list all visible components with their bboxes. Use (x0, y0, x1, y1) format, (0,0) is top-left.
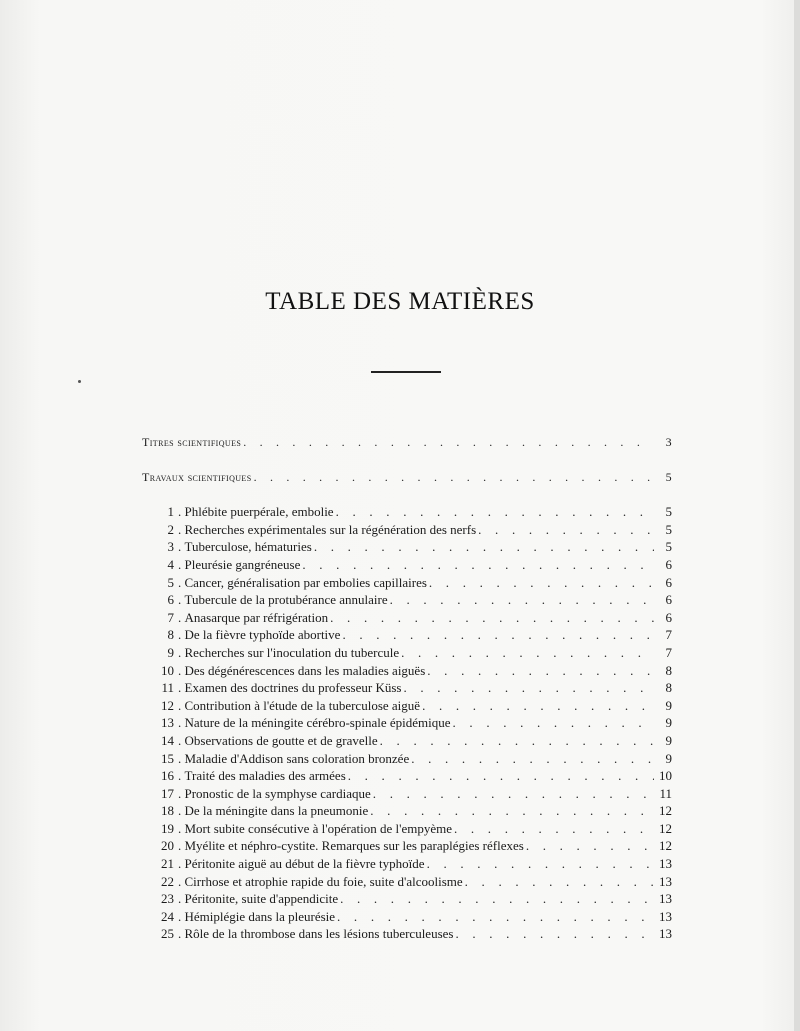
dot-leader (427, 855, 654, 873)
dot-leader (330, 609, 654, 627)
entry-page-number: 13 (659, 908, 672, 924)
entry-page-number: 13 (659, 891, 672, 907)
toc-entry[interactable] (142, 820, 672, 838)
dot-leader (373, 785, 654, 803)
toc-entry[interactable] (142, 837, 672, 855)
entry-title: Recherches sur l'inoculation du tubercule (184, 644, 400, 660)
table-of-contents (142, 434, 672, 943)
entry-title: Phlébite puerpérale, embolie (184, 504, 334, 520)
dot-leader (380, 732, 654, 750)
entry-number-period: . (178, 732, 185, 748)
section-label: Travaux scientifiques (142, 469, 252, 484)
toc-entry[interactable] (142, 890, 672, 908)
entry-page-number: 8 (665, 662, 672, 678)
entry-title: Traité des maladies des armées (184, 768, 346, 784)
entry-page-number: 6 (665, 574, 672, 590)
dot-leader (370, 802, 654, 820)
entry-number-period: . (178, 556, 185, 572)
toc-entry[interactable] (142, 873, 672, 891)
entry-number: 4 (167, 556, 174, 572)
entry-title: Nature de la méningite cérébro-spinale épidémique (184, 715, 451, 731)
entry-number-period: . (178, 715, 185, 731)
dot-leader (254, 469, 654, 487)
dot-leader (429, 574, 654, 592)
entry-title: Examen des doctrines du professeur Küss (184, 680, 402, 696)
entry-number: 3 (167, 539, 174, 555)
entry-page-number: 5 (665, 521, 672, 537)
entry-page-number: 6 (665, 592, 672, 608)
entry-title: Pronostic de la symphyse cardiaque (184, 785, 371, 801)
entry-title: Tuberculose, hématuries (184, 539, 312, 555)
toc-entry[interactable] (142, 679, 672, 697)
entry-page-number: 5 (665, 504, 672, 520)
entry-title: Myélite et néphro-cystite. Remarques sur les paraplégies réflexes (184, 838, 524, 854)
entry-title: Observations de goutte et de gravelle (184, 732, 378, 748)
entry-page-number: 13 (659, 926, 672, 942)
toc-section-travaux[interactable] (142, 469, 672, 487)
title-divider (371, 371, 441, 373)
toc-entry[interactable] (142, 732, 672, 750)
entry-number: 15 (161, 750, 174, 766)
entry-title: Mort subite consécutive à l'opération de l'empyème (184, 820, 452, 836)
entry-number: 18 (161, 803, 174, 819)
dot-leader (390, 591, 654, 609)
dot-leader (455, 925, 654, 943)
dot-leader (302, 556, 654, 574)
toc-entry[interactable] (142, 714, 672, 732)
entry-page-number: 9 (665, 750, 672, 766)
toc-entry[interactable] (142, 750, 672, 768)
toc-entry[interactable] (142, 556, 672, 574)
entry-page-number: 5 (665, 539, 672, 555)
toc-entry[interactable] (142, 521, 672, 539)
dot-leader (342, 626, 654, 644)
entry-number-period: . (178, 820, 185, 836)
entry-number: 24 (161, 908, 174, 924)
section-page-number: 3 (665, 435, 672, 449)
entry-number-period: . (178, 803, 185, 819)
entry-number: 25 (161, 926, 174, 942)
entry-number: 21 (161, 856, 174, 872)
entry-title: Pleurésie gangréneuse (184, 556, 301, 572)
entry-number: 10 (161, 662, 174, 678)
toc-entry[interactable] (142, 644, 672, 662)
toc-entry[interactable] (142, 503, 672, 521)
dot-leader (348, 767, 654, 785)
entry-title: De la méningite dans la pneumonie (184, 803, 369, 819)
toc-entry[interactable] (142, 785, 672, 803)
entry-number-period: . (178, 662, 185, 678)
entry-number-period: . (178, 873, 185, 889)
entry-page-number: 13 (659, 856, 672, 872)
toc-entry[interactable] (142, 574, 672, 592)
entry-title: Anasarque par réfrigération (184, 609, 329, 625)
entry-number-period: . (178, 785, 185, 801)
dot-leader (454, 820, 654, 838)
entry-page-number: 7 (665, 627, 672, 643)
page-title: TABLE DES MATIÈRES (265, 288, 535, 315)
dot-leader (526, 837, 654, 855)
entry-number: 16 (161, 768, 174, 784)
entry-page-number: 12 (659, 803, 672, 819)
entry-title: Péritonite, suite d'appendicite (184, 891, 339, 907)
dot-leader (465, 873, 654, 891)
toc-entry[interactable] (142, 908, 672, 926)
dot-leader (422, 697, 654, 715)
entry-number-period: . (178, 926, 185, 942)
section-label: Titres scientifiques (142, 435, 242, 449)
toc-entry[interactable] (142, 609, 672, 627)
dot-leader (314, 538, 654, 556)
entry-number: 7 (167, 609, 174, 625)
entry-number-period: . (178, 521, 185, 537)
entry-page-number: 9 (665, 697, 672, 713)
entry-number-period: . (178, 856, 185, 872)
entry-number-period: . (178, 644, 185, 660)
entry-title: Péritonite aiguë au début de la fièvre typhoïde (184, 856, 425, 872)
dot-leader (403, 679, 654, 697)
dot-leader (337, 908, 654, 926)
entry-number-period: . (178, 592, 185, 608)
entry-page-number: 12 (659, 820, 672, 836)
entry-page-number: 8 (665, 680, 672, 696)
entry-number: 23 (161, 891, 174, 907)
entry-number: 19 (161, 820, 174, 836)
entry-title: Contribution à l'étude de la tuberculose aiguë (184, 697, 421, 713)
toc-entry[interactable] (142, 591, 672, 609)
entry-number-period: . (178, 750, 185, 766)
entry-number-period: . (178, 891, 185, 907)
paper-speck (78, 380, 81, 383)
entry-number: 5 (167, 574, 174, 590)
toc-entry[interactable] (142, 538, 672, 556)
entry-number: 12 (161, 697, 174, 713)
entry-number: 2 (167, 521, 174, 537)
page-edge (794, 0, 800, 1031)
entry-number-period: . (178, 697, 185, 713)
entry-title: Recherches expérimentales sur la régénération des nerfs (184, 521, 477, 537)
toc-section-titres[interactable] (142, 434, 672, 452)
entry-page-number: 6 (665, 556, 672, 572)
toc-entry[interactable] (142, 697, 672, 715)
toc-entry[interactable] (142, 767, 672, 785)
dot-leader (478, 521, 654, 539)
entry-number-period: . (178, 504, 185, 520)
entry-page-number: 9 (665, 715, 672, 731)
entry-title: Cancer, généralisation par embolies capillaires (184, 574, 427, 590)
toc-entry[interactable] (142, 802, 672, 820)
entry-number: 1 (167, 504, 174, 520)
dot-leader (411, 750, 654, 768)
entry-number-period: . (178, 609, 185, 625)
entry-number: 11 (161, 680, 174, 696)
dot-leader (243, 434, 654, 452)
toc-entry[interactable] (142, 626, 672, 644)
entry-number: 17 (161, 785, 174, 801)
entry-number-period: . (178, 680, 185, 696)
toc-entry[interactable] (142, 662, 672, 680)
dot-leader (453, 714, 654, 732)
entry-title: Hémiplégie dans la pleurésie (184, 908, 336, 924)
toc-entry[interactable] (142, 925, 672, 943)
dot-leader (427, 662, 654, 680)
entry-title: Maladie d'Addison sans coloration bronzée (184, 750, 410, 766)
entry-number: 6 (167, 592, 174, 608)
entry-number: 9 (167, 644, 174, 660)
entry-page-number: 12 (659, 838, 672, 854)
entry-title: Rôle de la thrombose dans les lésions tuberculeuses (184, 926, 454, 942)
entry-number-period: . (178, 627, 185, 643)
toc-entry[interactable] (142, 855, 672, 873)
entry-number-period: . (178, 539, 185, 555)
dot-leader (336, 503, 654, 521)
entry-page-number: 10 (659, 768, 672, 784)
entry-page-number: 7 (665, 644, 672, 660)
entry-number: 14 (161, 732, 174, 748)
entry-number: 13 (161, 715, 174, 731)
entry-page-number: 11 (659, 785, 672, 801)
entry-number-period: . (178, 838, 185, 854)
section-page-number: 5 (665, 469, 672, 484)
entry-number-period: . (178, 768, 185, 784)
entry-title: Tubercule de la protubérance annulaire (184, 592, 388, 608)
entry-page-number: 6 (665, 609, 672, 625)
toc-entry-list (142, 503, 672, 943)
entry-title: Des dégénérescences dans les maladies aiguës (184, 662, 426, 678)
entry-number-period: . (178, 574, 185, 590)
entry-number: 20 (161, 838, 174, 854)
entry-number-period: . (178, 908, 185, 924)
entry-page-number: 13 (659, 873, 672, 889)
entry-number: 22 (161, 873, 174, 889)
entry-page-number: 9 (665, 732, 672, 748)
entry-title: De la fièvre typhoïde abortive (184, 627, 341, 643)
entry-title: Cirrhose et atrophie rapide du foie, suite d'alcoolisme (184, 873, 463, 889)
entry-number: 8 (167, 627, 174, 643)
dot-leader (401, 644, 654, 662)
dot-leader (340, 890, 654, 908)
